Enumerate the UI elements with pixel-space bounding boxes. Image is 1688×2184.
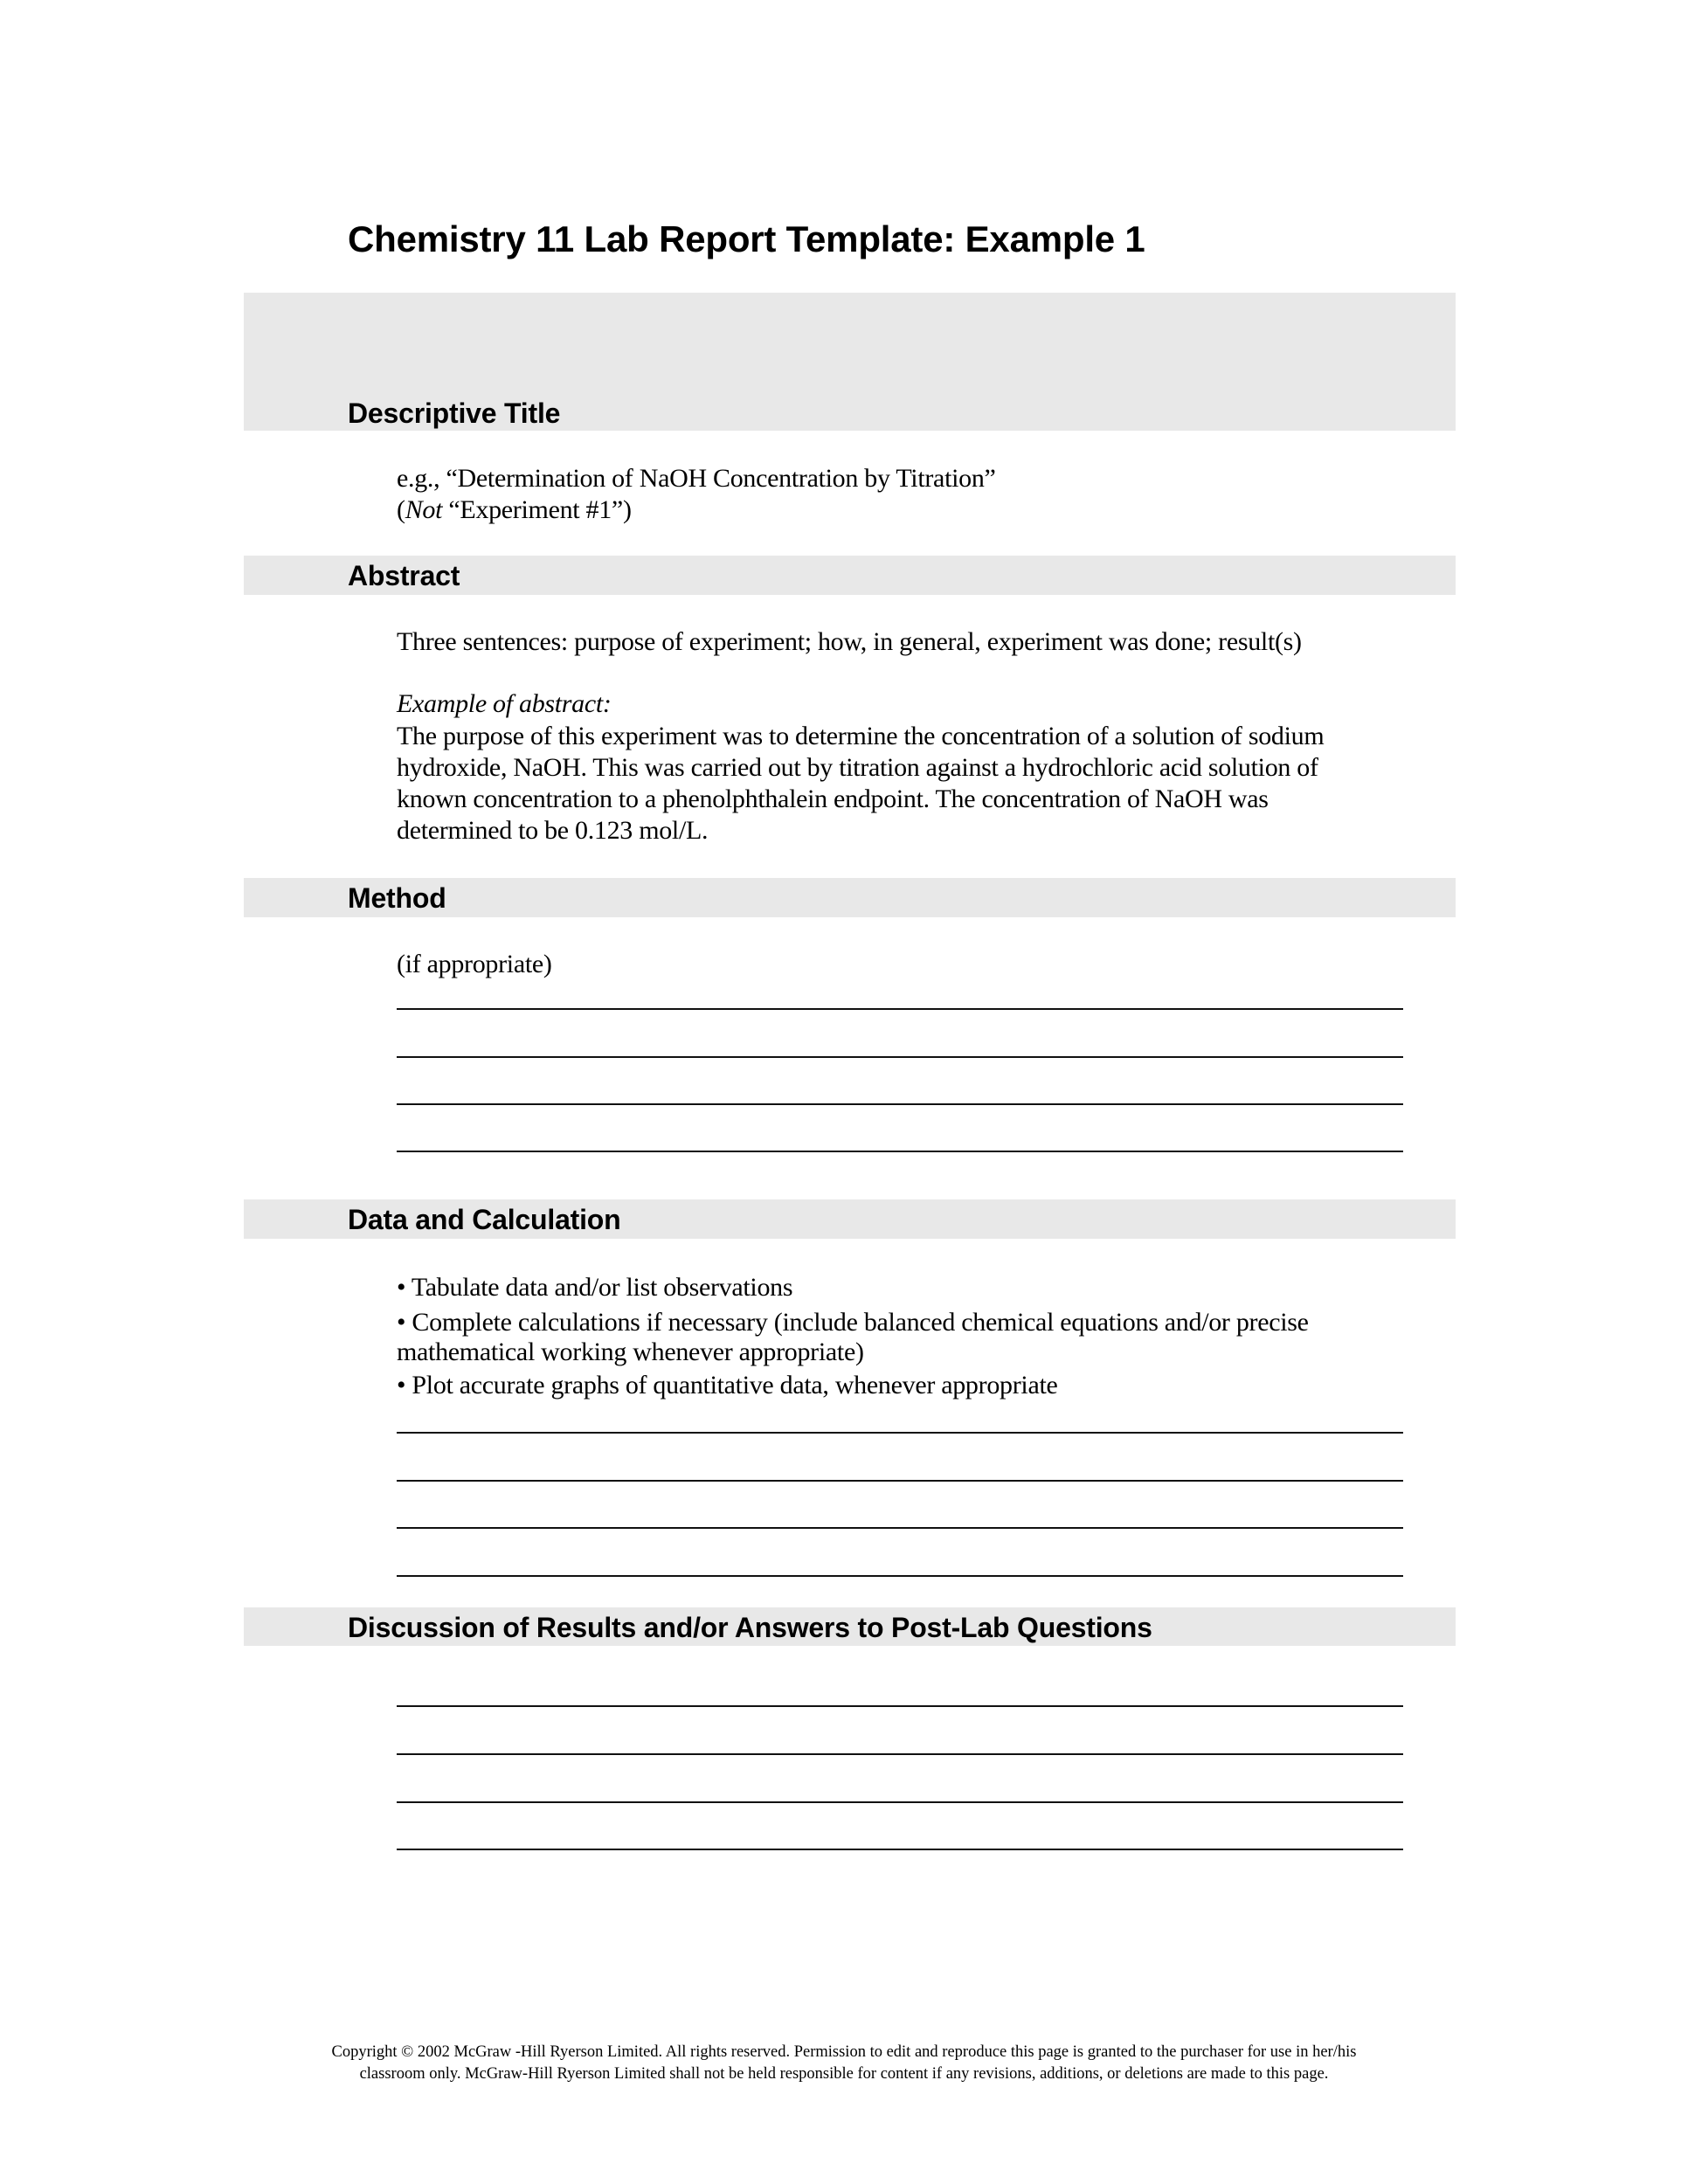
method-blank-line[interactable]: [397, 1103, 1403, 1105]
section-heading-method: Method: [348, 882, 446, 914]
data-bullet: • Plot accurate graphs of quantitative data, whenever appropriate: [397, 1371, 1058, 1400]
section-heading-data-calculation: Data and Calculation: [348, 1204, 621, 1235]
method-blank-line[interactable]: [397, 1151, 1403, 1152]
discussion-blank-line[interactable]: [397, 1801, 1403, 1803]
footer-copyright-line: Copyright © 2002 McGraw -Hill Ryerson Limited. All rights reserved. Permission to edit and reproduce this page is granted to the purchaser for use in her/his: [331, 2043, 1357, 2061]
method-blank-line[interactable]: [397, 1056, 1403, 1058]
abstract-example-line: hydroxide, NaOH. This was carried out by titration against a hydrochloric acid solution of: [397, 753, 1318, 782]
section-heading-descriptive-title: Descriptive Title: [348, 397, 561, 429]
data-blank-line[interactable]: [397, 1432, 1403, 1434]
data-bullet: • Tabulate data and/or list observations: [397, 1273, 793, 1302]
data-bullet: • Complete calculations if necessary (include balanced chemical equations and/or precise: [397, 1308, 1309, 1337]
counterexample-text: “Experiment #1”): [442, 495, 632, 524]
data-bullet-continuation: mathematical working whenever appropriate): [397, 1337, 864, 1366]
abstract-instruction: Three sentences: purpose of experiment; how, in general, experiment was done; result(s): [397, 627, 1302, 656]
data-blank-line[interactable]: [397, 1527, 1403, 1529]
section-heading-abstract: Abstract: [348, 560, 460, 591]
abstract-example-line: known concentration to a phenolphthalein endpoint. The concentration of NaOH was: [397, 784, 1269, 813]
method-blank-line[interactable]: [397, 1008, 1403, 1010]
data-blank-line[interactable]: [397, 1480, 1403, 1482]
abstract-example-label: [397, 691, 612, 717]
method-note: (if appropriate): [397, 950, 552, 978]
document-title: Chemistry 11 Lab Report Template: Example 1: [348, 218, 1145, 259]
data-blank-line[interactable]: [397, 1575, 1403, 1577]
abstract-example-line: The purpose of this experiment was to determine the concentration of a solution of sodium: [397, 722, 1325, 750]
abstract-example-line: determined to be 0.123 mol/L.: [397, 816, 709, 845]
discussion-blank-line[interactable]: [397, 1705, 1403, 1707]
abstract-example-label-text: Example of abstract:: [397, 689, 612, 718]
descriptive-title-counterexample: [397, 497, 632, 523]
descriptive-title-example: e.g., “Determination of NaOH Concentration by Titration”: [397, 464, 996, 493]
not-italic: Not: [405, 495, 443, 524]
footer-disclaimer-line: classroom only. McGraw-Hill Ryerson Limited shall not be held responsible for content if any revisions, additions, or deletions are made to this page.: [359, 2065, 1329, 2083]
discussion-blank-line[interactable]: [397, 1753, 1403, 1755]
paren-open: (: [397, 495, 405, 524]
section-heading-discussion: Discussion of Results and/or Answers to Post-Lab Questions: [348, 1612, 1152, 1643]
discussion-blank-line[interactable]: [397, 1849, 1403, 1850]
